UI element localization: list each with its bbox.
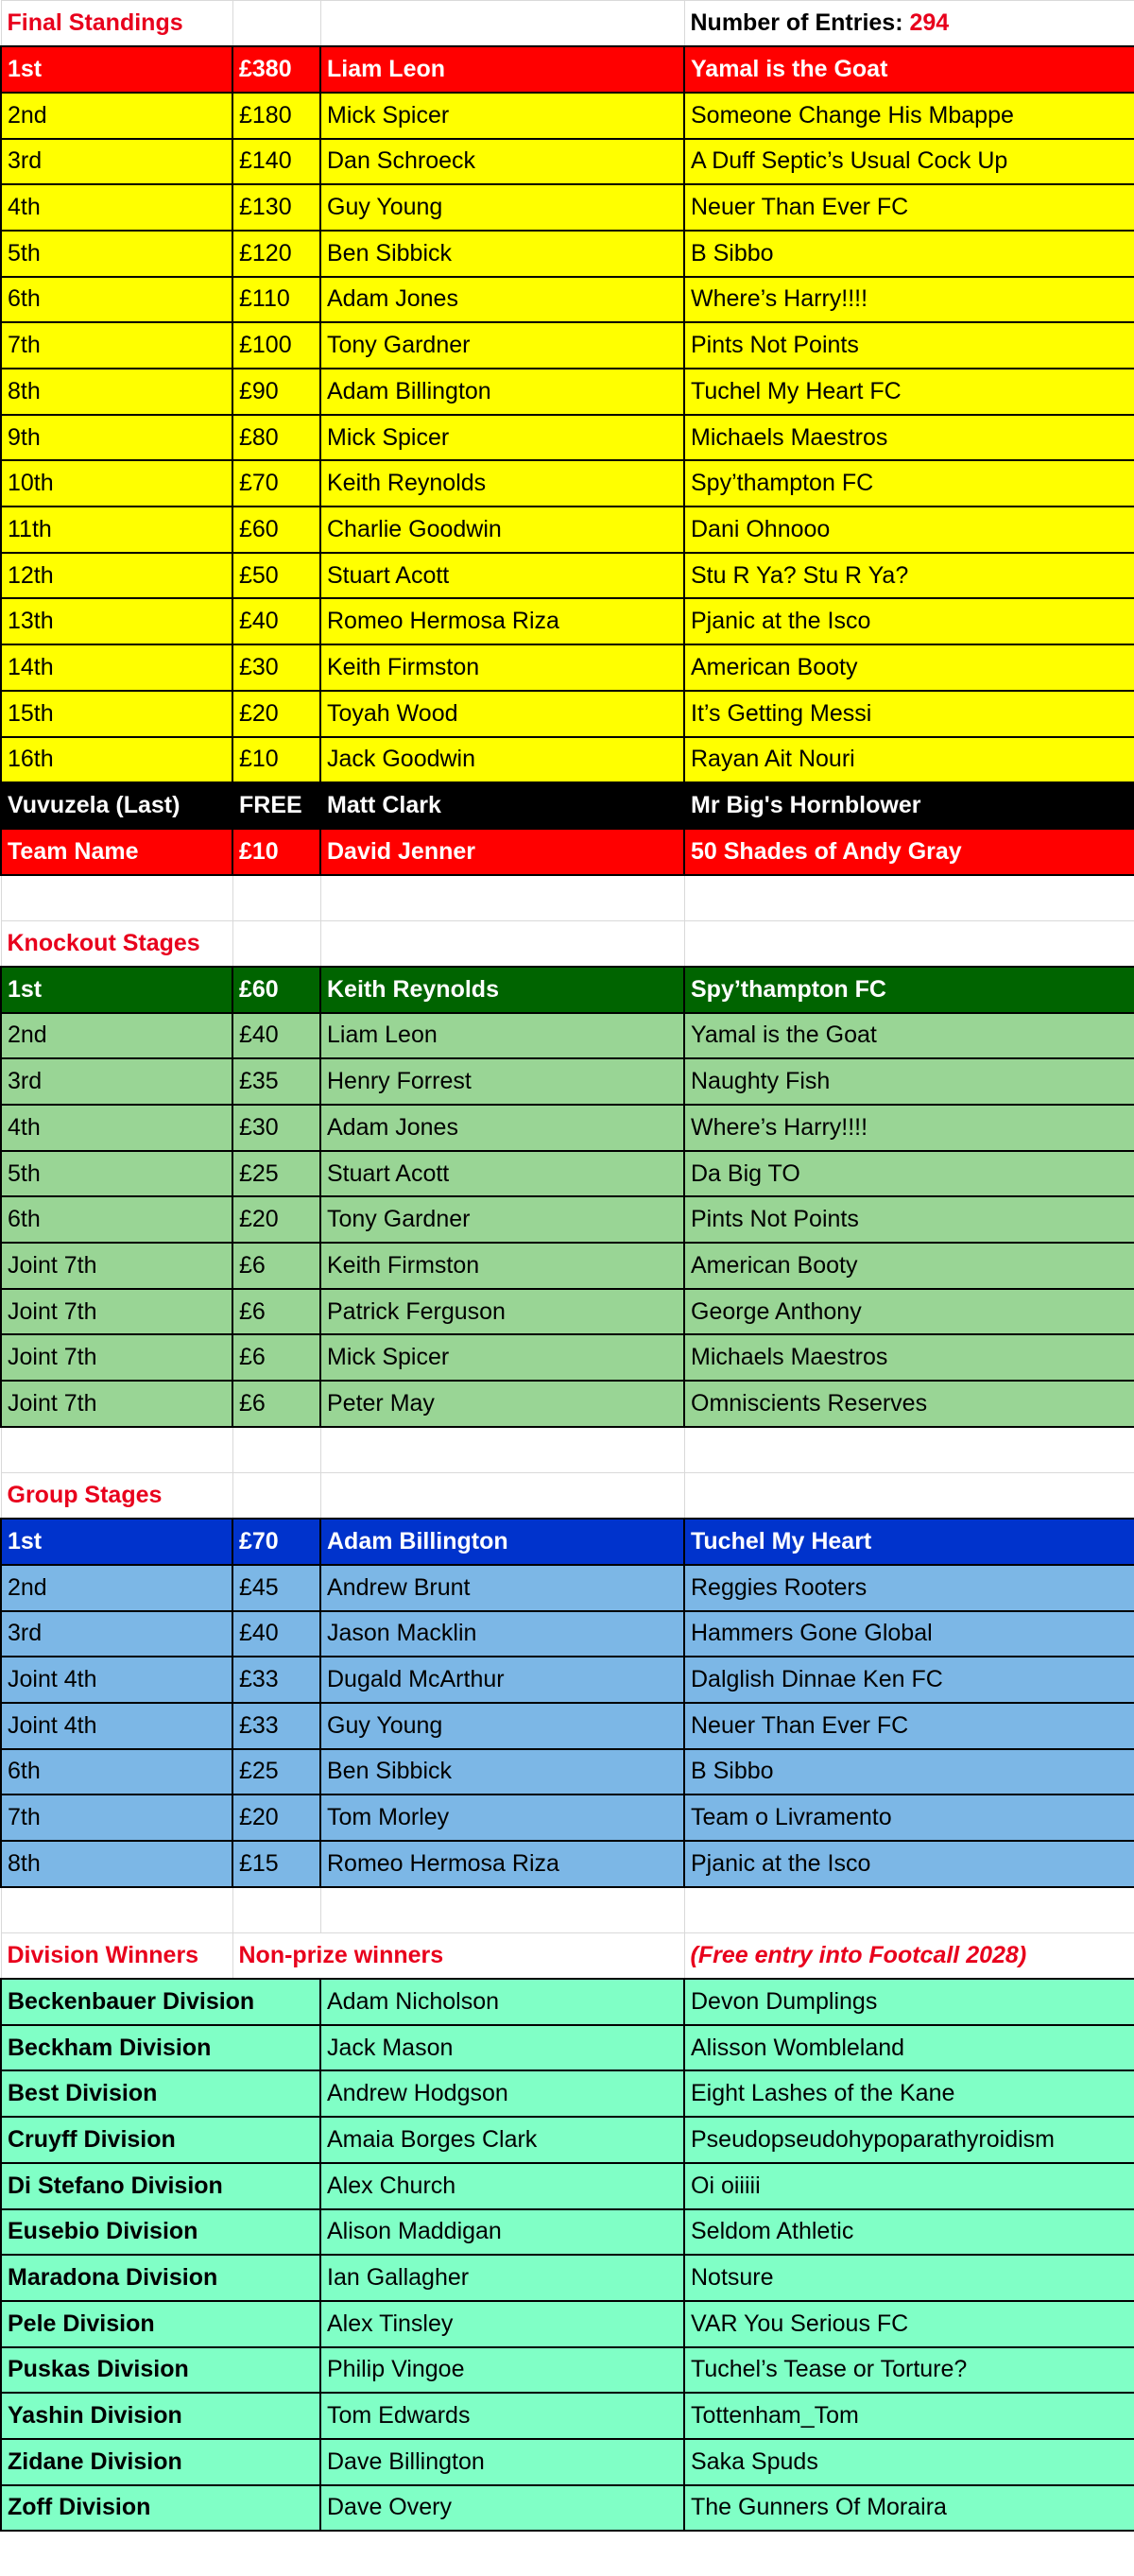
prize-cell: £60 xyxy=(232,507,320,553)
position-cell: 8th xyxy=(1,1841,232,1887)
player-name-cell: Keith Firmston xyxy=(320,1243,684,1289)
team-name-cell: Tuchel’s Tease or Torture? xyxy=(684,2347,1134,2394)
position-cell: 3rd xyxy=(1,1611,232,1657)
prize-cell: £130 xyxy=(232,184,320,231)
divisions-header xyxy=(1,1932,1134,1979)
prize-cell: £380 xyxy=(232,46,320,93)
table-row xyxy=(1,93,1134,139)
prize-cell: £33 xyxy=(232,1657,320,1703)
prize-cell: £30 xyxy=(232,1105,320,1151)
prize-cell: £15 xyxy=(232,1841,320,1887)
player-name-cell: Ben Sibbick xyxy=(320,1749,684,1795)
player-name-cell: Dave Billington xyxy=(320,2439,684,2485)
empty-cell xyxy=(232,1887,320,1933)
division-name-cell: Zoff Division xyxy=(1,2485,320,2532)
team-name-cell: Spy’thampton FC xyxy=(684,967,1134,1013)
spacer-row xyxy=(1,1427,1134,1473)
division-name-cell: Beckenbauer Division xyxy=(1,1979,320,2025)
table-row xyxy=(1,2347,1134,2394)
position-cell: 6th xyxy=(1,1749,232,1795)
table-row xyxy=(1,553,1134,599)
empty-cell xyxy=(232,1427,320,1473)
prize-cell: £6 xyxy=(232,1289,320,1335)
free-entry-note: (Free entry into Footcall 2028) xyxy=(684,1932,1134,1979)
division-name-cell: Best Division xyxy=(1,2070,320,2117)
player-name-cell: Tom Edwards xyxy=(320,2393,684,2439)
table-row xyxy=(1,598,1134,644)
prize-cell: £40 xyxy=(232,1013,320,1059)
prize-cell: £180 xyxy=(232,93,320,139)
table-row xyxy=(1,782,1134,829)
prize-cell: £10 xyxy=(232,737,320,783)
position-cell: Joint 7th xyxy=(1,1381,232,1427)
team-name-cell: Spy’thampton FC xyxy=(684,460,1134,507)
entries-count xyxy=(684,1,1134,47)
player-name-cell: Guy Young xyxy=(320,184,684,231)
team-name-cell: A Duff Septic’s Usual Cock Up xyxy=(684,139,1134,185)
player-name-cell: Stuart Acott xyxy=(320,1151,684,1197)
empty-cell xyxy=(1,1887,232,1933)
prize-cell: £35 xyxy=(232,1058,320,1105)
prize-cell: £110 xyxy=(232,277,320,323)
table-row xyxy=(1,1565,1134,1611)
team-name-cell: Oi oiiiii xyxy=(684,2163,1134,2209)
player-name-cell: Mick Spicer xyxy=(320,1334,684,1381)
entries-value: 294 xyxy=(909,9,950,37)
player-name-cell: Liam Leon xyxy=(320,1013,684,1059)
team-name-cell: Pints Not Points xyxy=(684,322,1134,369)
position-cell: 2nd xyxy=(1,93,232,139)
team-name-cell: Where’s Harry!!!! xyxy=(684,1105,1134,1151)
player-name-cell: Alex Tinsley xyxy=(320,2301,684,2347)
table-row xyxy=(1,1749,1134,1795)
empty-cell xyxy=(320,1473,684,1520)
prize-cell: £6 xyxy=(232,1243,320,1289)
table-row xyxy=(1,2070,1134,2117)
player-name-cell: Dugald McArthur xyxy=(320,1657,684,1703)
team-name-cell: Eight Lashes of the Kane xyxy=(684,2070,1134,2117)
table-row xyxy=(1,2209,1134,2256)
empty-cell xyxy=(232,920,320,967)
sheet-body xyxy=(1,1,1134,2532)
table-row xyxy=(1,1841,1134,1887)
player-name-cell: Keith Reynolds xyxy=(320,967,684,1013)
team-name-cell: Devon Dumplings xyxy=(684,1979,1134,2025)
prize-cell: £50 xyxy=(232,553,320,599)
table-row xyxy=(1,2301,1134,2347)
spacer-row xyxy=(1,1887,1134,1933)
empty-cell xyxy=(320,875,684,921)
player-name-cell: Adam Jones xyxy=(320,277,684,323)
player-name-cell: Amaia Borges Clark xyxy=(320,2117,684,2163)
player-name-cell: Ben Sibbick xyxy=(320,231,684,277)
position-cell: 10th xyxy=(1,460,232,507)
player-name-cell: Adam Billington xyxy=(320,1519,684,1565)
player-name-cell: Andrew Hodgson xyxy=(320,2070,684,2117)
table-row xyxy=(1,1611,1134,1657)
team-name-cell: American Booty xyxy=(684,644,1134,691)
group-header xyxy=(1,1473,1134,1520)
table-row xyxy=(1,644,1134,691)
team-name-cell: Michaels Maestros xyxy=(684,415,1134,461)
prize-cell: £40 xyxy=(232,1611,320,1657)
player-name-cell: Mick Spicer xyxy=(320,415,684,461)
table-row xyxy=(1,967,1134,1013)
table-row xyxy=(1,2255,1134,2301)
knockout-header xyxy=(1,920,1134,967)
team-name-cell: Naughty Fish xyxy=(684,1058,1134,1105)
player-name-cell: Stuart Acott xyxy=(320,553,684,599)
player-name-cell: Tony Gardner xyxy=(320,1196,684,1243)
player-name-cell: Ian Gallagher xyxy=(320,2255,684,2301)
empty-cell xyxy=(232,1,320,47)
table-row xyxy=(1,1243,1134,1289)
final-standings-header xyxy=(1,1,1134,47)
table-row xyxy=(1,2439,1134,2485)
team-name-cell: B Sibbo xyxy=(684,1749,1134,1795)
team-name-cell: Michaels Maestros xyxy=(684,1334,1134,1381)
empty-cell xyxy=(232,875,320,921)
empty-cell xyxy=(320,1887,684,1933)
team-name-cell: Tottenham_Tom xyxy=(684,2393,1134,2439)
position-cell: 13th xyxy=(1,598,232,644)
table-row xyxy=(1,1657,1134,1703)
empty-cell xyxy=(320,1427,684,1473)
team-name-cell: 50 Shades of Andy Gray xyxy=(684,829,1134,875)
team-name-cell: B Sibbo xyxy=(684,231,1134,277)
position-cell: 9th xyxy=(1,415,232,461)
team-name-cell: Dani Ohnooo xyxy=(684,507,1134,553)
table-row xyxy=(1,415,1134,461)
table-row xyxy=(1,1979,1134,2025)
table-row xyxy=(1,737,1134,783)
team-name-cell: Dalglish Dinnae Ken FC xyxy=(684,1657,1134,1703)
section-title: Division Winners xyxy=(1,1932,232,1979)
prize-cell: £70 xyxy=(232,460,320,507)
player-name-cell: Henry Forrest xyxy=(320,1058,684,1105)
empty-cell xyxy=(684,875,1134,921)
team-name-cell: Notsure xyxy=(684,2255,1134,2301)
position-cell: 12th xyxy=(1,553,232,599)
prize-cell: £6 xyxy=(232,1334,320,1381)
player-name-cell: Peter May xyxy=(320,1381,684,1427)
position-cell: 1st xyxy=(1,46,232,93)
table-row xyxy=(1,369,1134,415)
table-row xyxy=(1,2025,1134,2071)
prize-cell: £120 xyxy=(232,231,320,277)
prize-cell: £70 xyxy=(232,1519,320,1565)
team-name-cell: American Booty xyxy=(684,1243,1134,1289)
division-name-cell: Eusebio Division xyxy=(1,2209,320,2256)
team-name-cell: Yamal is the Goat xyxy=(684,46,1134,93)
player-name-cell: Romeo Hermosa Riza xyxy=(320,1841,684,1887)
position-cell: 7th xyxy=(1,1795,232,1841)
empty-cell xyxy=(684,1887,1134,1933)
position-cell: Joint 7th xyxy=(1,1334,232,1381)
prize-cell: £80 xyxy=(232,415,320,461)
player-name-cell: Liam Leon xyxy=(320,46,684,93)
player-name-cell: Jack Goodwin xyxy=(320,737,684,783)
prize-cell: £140 xyxy=(232,139,320,185)
team-name-cell: Yamal is the Goat xyxy=(684,1013,1134,1059)
division-name-cell: Di Stefano Division xyxy=(1,2163,320,2209)
position-cell: Joint 4th xyxy=(1,1703,232,1749)
player-name-cell: Patrick Ferguson xyxy=(320,1289,684,1335)
table-row xyxy=(1,2393,1134,2439)
division-name-cell: Puskas Division xyxy=(1,2347,320,2394)
team-name-cell: Tuchel My Heart FC xyxy=(684,369,1134,415)
position-cell: 1st xyxy=(1,1519,232,1565)
player-name-cell: Dave Overy xyxy=(320,2485,684,2532)
prize-cell: £25 xyxy=(232,1749,320,1795)
table-row xyxy=(1,829,1134,875)
player-name-cell: Tom Morley xyxy=(320,1795,684,1841)
position-cell: 5th xyxy=(1,231,232,277)
position-cell: 4th xyxy=(1,184,232,231)
position-cell: 2nd xyxy=(1,1565,232,1611)
empty-cell xyxy=(320,920,684,967)
entries-label: Number of Entries: xyxy=(690,9,910,37)
table-row xyxy=(1,1013,1134,1059)
empty-cell xyxy=(320,1,684,47)
position-cell: Joint 4th xyxy=(1,1657,232,1703)
team-name-cell: Team o Livramento xyxy=(684,1795,1134,1841)
position-cell: Team Name xyxy=(1,829,232,875)
player-name-cell: Andrew Brunt xyxy=(320,1565,684,1611)
prize-cell: £25 xyxy=(232,1151,320,1197)
position-cell: Vuvuzela (Last) xyxy=(1,782,232,829)
prize-cell: £100 xyxy=(232,322,320,369)
team-name-cell: Neuer Than Ever FC xyxy=(684,1703,1134,1749)
player-name-cell: Charlie Goodwin xyxy=(320,507,684,553)
team-name-cell: Pseudopseudohypoparathyroidism xyxy=(684,2117,1134,2163)
position-cell: Joint 7th xyxy=(1,1243,232,1289)
table-row xyxy=(1,1381,1134,1427)
team-name-cell: Alisson Wombleland xyxy=(684,2025,1134,2071)
position-cell: 6th xyxy=(1,277,232,323)
position-cell: 6th xyxy=(1,1196,232,1243)
position-cell: Joint 7th xyxy=(1,1289,232,1335)
player-name-cell: Adam Jones xyxy=(320,1105,684,1151)
empty-cell xyxy=(1,1427,232,1473)
team-name-cell: VAR You Serious FC xyxy=(684,2301,1134,2347)
player-name-cell: Alex Church xyxy=(320,2163,684,2209)
team-name-cell: Neuer Than Ever FC xyxy=(684,184,1134,231)
table-row xyxy=(1,2117,1134,2163)
prize-cell: £20 xyxy=(232,1196,320,1243)
team-name-cell: Someone Change His Mbappe xyxy=(684,93,1134,139)
team-name-cell: Where’s Harry!!!! xyxy=(684,277,1134,323)
prize-cell: £30 xyxy=(232,644,320,691)
empty-cell xyxy=(684,920,1134,967)
player-name-cell: Keith Firmston xyxy=(320,644,684,691)
table-row xyxy=(1,507,1134,553)
spacer-row xyxy=(1,875,1134,921)
table-row xyxy=(1,1334,1134,1381)
position-cell: 3rd xyxy=(1,1058,232,1105)
player-name-cell: Adam Billington xyxy=(320,369,684,415)
team-name-cell: George Anthony xyxy=(684,1289,1134,1335)
team-name-cell: Rayan Ait Nouri xyxy=(684,737,1134,783)
table-row xyxy=(1,1105,1134,1151)
table-row xyxy=(1,2163,1134,2209)
table-row xyxy=(1,1703,1134,1749)
team-name-cell: Omniscients Reserves xyxy=(684,1381,1134,1427)
player-name-cell: Tony Gardner xyxy=(320,322,684,369)
prize-cell: £20 xyxy=(232,1795,320,1841)
table-row xyxy=(1,231,1134,277)
team-name-cell: Pjanic at the Isco xyxy=(684,598,1134,644)
division-name-cell: Maradona Division xyxy=(1,2255,320,2301)
position-cell: 1st xyxy=(1,967,232,1013)
prize-cell: £6 xyxy=(232,1381,320,1427)
section-title: Final Standings xyxy=(1,1,232,47)
position-cell: 15th xyxy=(1,691,232,737)
player-name-cell: Mick Spicer xyxy=(320,93,684,139)
team-name-cell: Saka Spuds xyxy=(684,2439,1134,2485)
position-cell: 7th xyxy=(1,322,232,369)
table-row xyxy=(1,1058,1134,1105)
table-row xyxy=(1,2485,1134,2532)
table-row xyxy=(1,277,1134,323)
table-row xyxy=(1,184,1134,231)
division-name-cell: Cruyff Division xyxy=(1,2117,320,2163)
player-name-cell: Philip Vingoe xyxy=(320,2347,684,2394)
division-name-cell: Beckham Division xyxy=(1,2025,320,2071)
position-cell: 5th xyxy=(1,1151,232,1197)
division-name-cell: Zidane Division xyxy=(1,2439,320,2485)
table-row xyxy=(1,1196,1134,1243)
prize-cell: £90 xyxy=(232,369,320,415)
team-name-cell: Stu R Ya? Stu R Ya? xyxy=(684,553,1134,599)
team-name-cell: Mr Big's Hornblower xyxy=(684,782,1134,829)
player-name-cell: Dan Schroeck xyxy=(320,139,684,185)
player-name-cell: Matt Clark xyxy=(320,782,684,829)
table-row xyxy=(1,1519,1134,1565)
division-name-cell: Pele Division xyxy=(1,2301,320,2347)
team-name-cell: It’s Getting Messi xyxy=(684,691,1134,737)
prize-cell: £60 xyxy=(232,967,320,1013)
section-title: Group Stages xyxy=(1,1473,232,1520)
team-name-cell: Hammers Gone Global xyxy=(684,1611,1134,1657)
position-cell: 16th xyxy=(1,737,232,783)
team-name-cell: The Gunners Of Moraira xyxy=(684,2485,1134,2532)
team-name-cell: Reggies Rooters xyxy=(684,1565,1134,1611)
prize-cell: £40 xyxy=(232,598,320,644)
position-cell: 2nd xyxy=(1,1013,232,1059)
table-row xyxy=(1,1151,1134,1197)
table-row xyxy=(1,139,1134,185)
team-name-cell: Pints Not Points xyxy=(684,1196,1134,1243)
section-subtitle: Non-prize winners xyxy=(232,1932,684,1979)
section-title: Knockout Stages xyxy=(1,920,232,967)
position-cell: 4th xyxy=(1,1105,232,1151)
team-name-cell: Da Big TO xyxy=(684,1151,1134,1197)
empty-cell xyxy=(684,1473,1134,1520)
player-name-cell: Jack Mason xyxy=(320,2025,684,2071)
position-cell: 8th xyxy=(1,369,232,415)
table-row xyxy=(1,46,1134,93)
table-row xyxy=(1,322,1134,369)
prize-cell: £20 xyxy=(232,691,320,737)
division-name-cell: Yashin Division xyxy=(1,2393,320,2439)
player-name-cell: Keith Reynolds xyxy=(320,460,684,507)
player-name-cell: Romeo Hermosa Riza xyxy=(320,598,684,644)
position-cell: 14th xyxy=(1,644,232,691)
empty-cell xyxy=(1,875,232,921)
table-row xyxy=(1,691,1134,737)
prize-cell: £33 xyxy=(232,1703,320,1749)
player-name-cell: Adam Nicholson xyxy=(320,1979,684,2025)
player-name-cell: Alison Maddigan xyxy=(320,2209,684,2256)
table-row xyxy=(1,1795,1134,1841)
position-cell: 3rd xyxy=(1,139,232,185)
player-name-cell: Jason Macklin xyxy=(320,1611,684,1657)
team-name-cell: Tuchel My Heart xyxy=(684,1519,1134,1565)
team-name-cell: Pjanic at the Isco xyxy=(684,1841,1134,1887)
team-name-cell: Seldom Athletic xyxy=(684,2209,1134,2256)
prize-cell: FREE xyxy=(232,782,320,829)
table-row xyxy=(1,1289,1134,1335)
prize-cell: £10 xyxy=(232,829,320,875)
prize-cell: £45 xyxy=(232,1565,320,1611)
table-row xyxy=(1,460,1134,507)
empty-cell xyxy=(232,1473,320,1520)
player-name-cell: Guy Young xyxy=(320,1703,684,1749)
empty-cell xyxy=(684,1427,1134,1473)
player-name-cell: David Jenner xyxy=(320,829,684,875)
position-cell: 11th xyxy=(1,507,232,553)
player-name-cell: Toyah Wood xyxy=(320,691,684,737)
